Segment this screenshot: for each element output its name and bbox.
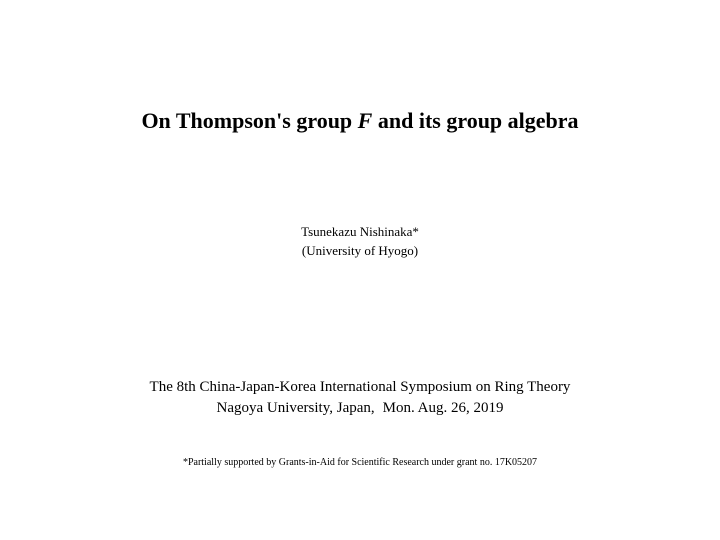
event-venue-line xyxy=(0,398,720,419)
event-block xyxy=(0,377,720,419)
event-name: The 8th China-Japan-Korea International Symposium on Ring Theory xyxy=(149,379,571,395)
funding-footnote: *Partially supported by Grants-in-Aid for Scientific Research under grant no. 17K05207 xyxy=(182,457,538,468)
page-title xyxy=(0,108,720,134)
author-affiliation: (University of Hyogo) xyxy=(301,243,419,258)
author-name: Tsunekazu Nishinaka* xyxy=(301,224,419,239)
author-block xyxy=(0,222,720,260)
event-date: Mon. Aug. 26, 2019 xyxy=(382,400,504,416)
title-part-2: and its group algebra xyxy=(372,108,579,133)
title-italic-symbol: F xyxy=(357,108,373,133)
title-part-1: On Thompson's group xyxy=(141,108,358,133)
event-venue: Nagoya University, Japan, xyxy=(216,400,375,416)
